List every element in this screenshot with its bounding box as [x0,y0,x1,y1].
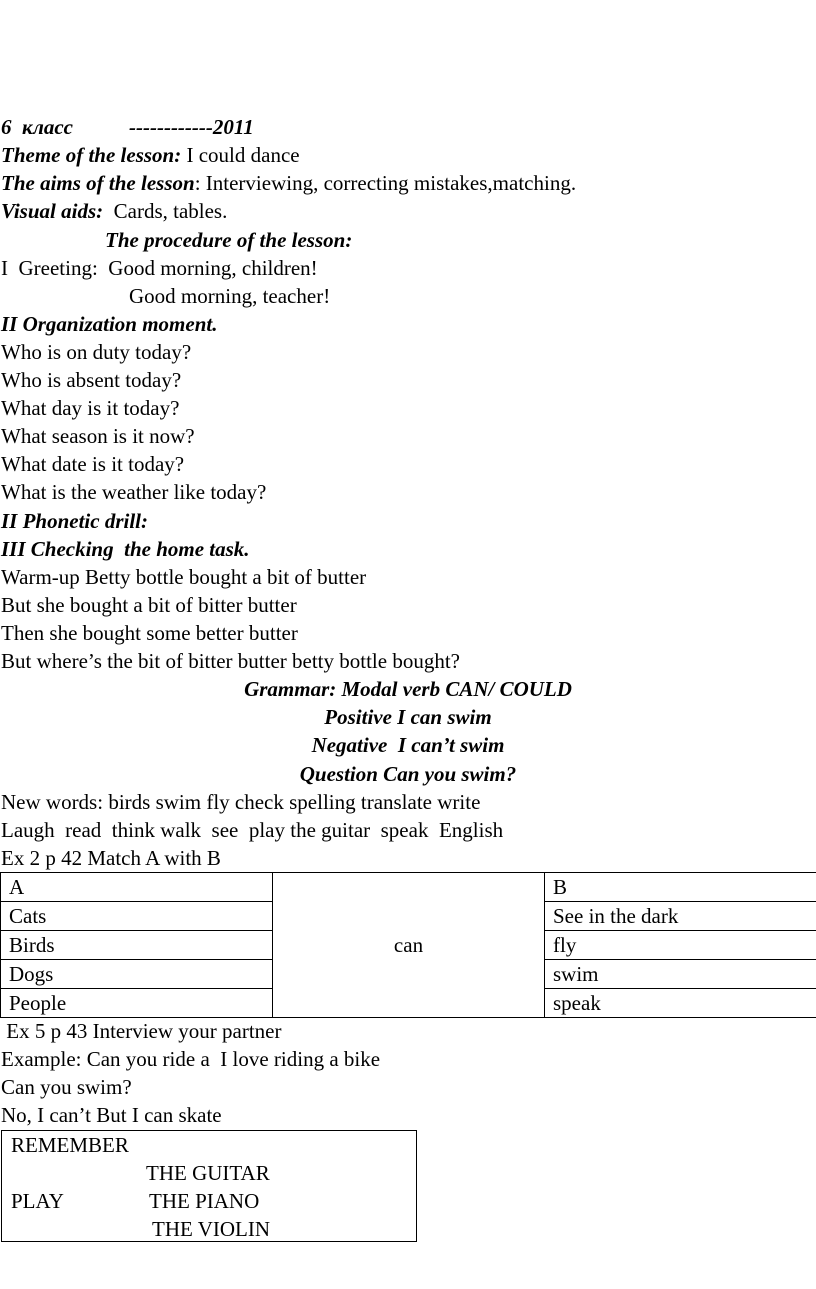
aims-label: The aims of the lesson [1,171,195,195]
remember-box [1,1130,417,1242]
question-item: Who is on duty today? [1,340,192,364]
table-cell-b: fly [545,931,816,960]
remember-item: THE PIANO [149,1189,260,1213]
organization-title: II Organization moment. [1,312,218,336]
grammar-title: Grammar: Modal verb CAN/ COULD [244,677,572,701]
warmup-line: But where’s the bit of bitter butter betty bottle bought? [1,649,460,673]
new-words-line-1: New words: birds swim fly check spelling translate write [1,790,481,814]
grammar-negative: Negative I can’t swim [311,733,505,757]
remember-title: REMEMBER [11,1133,129,1157]
match-table [0,872,816,1018]
ex5-example: Example: Can you ride a I love riding a bike [1,1047,381,1071]
greeting-line-1: I Greeting: Good morning, children! [1,256,318,280]
question-item: What is the weather like today? [1,480,267,504]
theme-value: I could dance [181,143,300,167]
visual-aids-value: Cards, tables. [103,199,228,223]
grammar-positive: Positive I can swim [324,705,492,729]
visual-aids-line [1,197,227,225]
grade-label: 6 класс [1,115,73,139]
phonetic-title: II Phonetic drill: [1,509,149,533]
grammar-question: Question Can you swim? [299,762,517,786]
table-row [1,873,816,902]
question-item: Who is absent today? [1,368,182,392]
table-cell-a: Birds [1,931,273,960]
table-cell-b: speak [545,989,816,1018]
remember-item: THE VIOLIN [152,1217,271,1241]
theme-label: Theme of the lesson: [1,143,182,167]
table-cell-a: People [1,989,273,1018]
aims-value: : Interviewing, correcting mistakes,matching. [194,171,577,195]
lesson-date: ------------2011 [128,115,254,139]
question-item: What date is it today? [1,452,185,476]
table-cell-a: Dogs [1,960,273,989]
visual-aids-label: Visual aids: [1,199,104,223]
ex5-question: Can you swim? [1,1075,132,1099]
greeting-line-2: Good morning, teacher! [129,284,331,308]
warmup-line: Then she bought some better butter [1,621,298,645]
procedure-title: The procedure of the lesson: [105,228,353,252]
table-cell-a: Cats [1,902,273,931]
ex5-title: Ex 5 p 43 Interview your partner [1,1019,282,1043]
ex5-answer: No, I can’t But I can skate [1,1103,222,1127]
table-header-b: B [545,873,816,902]
table-middle-can: can [273,873,545,1018]
remember-play: PLAY [11,1189,64,1213]
homework-title: III Checking the home task. [1,537,250,561]
table-cell-b: See in the dark [545,902,816,931]
question-item: What day is it today? [1,396,180,420]
table-cell-b: swim [545,960,816,989]
aims-line [1,169,576,197]
theme-line [1,141,300,169]
remember-item: THE GUITAR [146,1161,270,1185]
warmup-line: Warm-up Betty bottle bought a bit of butter [1,565,367,589]
question-item: What season is it now? [1,424,195,448]
new-words-line-2: Laugh read think walk see play the guitar speak English [1,818,504,842]
ex2-title: Ex 2 p 42 Match A with B [1,846,221,870]
lesson-header [1,113,254,141]
table-header-a: A [1,873,273,902]
warmup-line: But she bought a bit of bitter butter [1,593,297,617]
